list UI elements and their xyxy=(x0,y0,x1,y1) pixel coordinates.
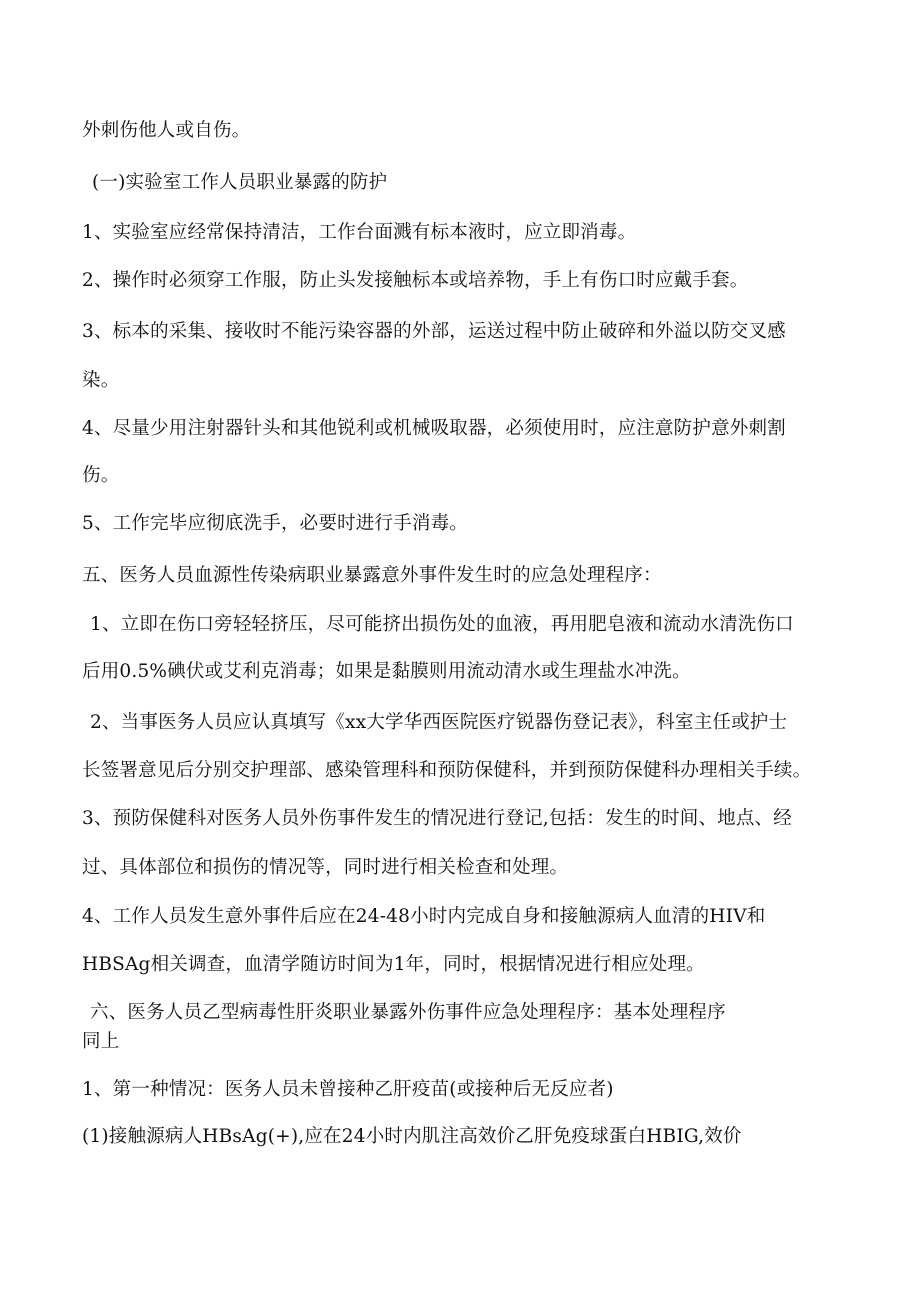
text-line: 4、尽量少用注射器针头和其他锐利或机械吸取器，必须使用时，应注意防护意外刺割 xyxy=(82,418,786,439)
text-line: 过、具体部位和损伤的情况等，同时进行相关检查和处理。 xyxy=(82,857,569,878)
section-heading: 六、医务人员乙型病毒性肝炎职业暴露外伤事件应急处理程序：基本处理程序 xyxy=(90,1002,726,1023)
section-heading: (一)实验室工作人员职业暴露的防护 xyxy=(92,172,388,193)
text-line: HBSAg相关调查，血清学随访时间为1年，同时，根据情况进行相应处理。 xyxy=(82,954,705,975)
section-heading: 五、医务人员血源性传染病职业暴露意外事件发生时的应急处理程序： xyxy=(82,565,662,586)
text-line: 1、实验室应经常保持清洁，工作台面溅有标本液时，应立即消毒。 xyxy=(82,222,637,243)
text-line: 1、立即在伤口旁轻轻挤压，尽可能挤出损伤处的血液，再用肥皂液和流动水清洗伤口 xyxy=(90,614,794,635)
text-line: 长签署意见后分别交护理部、感染管理科和预防保健科，并到预防保健科办理相关手续。 xyxy=(82,760,812,781)
text-line: 后用0.5%碘伏或艾利克消毒；如果是黏膜则用流动清水或生理盐水冲洗。 xyxy=(82,661,691,682)
text-line: 外刺伤他人或自伤。 xyxy=(82,120,251,141)
text-line: 5、工作完毕应彻底洗手，必要时进行手消毒。 xyxy=(82,513,468,534)
text-line: 3、预防保健科对医务人员外伤事件发生的情况进行登记,包括：发生的时间、地点、经 xyxy=(82,808,792,829)
text-line: 染。 xyxy=(82,370,120,391)
text-line: 伤。 xyxy=(82,465,120,486)
text-line: 2、操作时必须穿工作服，防止头发接触标本或培养物，手上有伤口时应戴手套。 xyxy=(82,270,749,291)
text-line: 同上 xyxy=(82,1031,120,1052)
text-line: 2、当事医务人员应认真填写《xx大学华西医院医疗锐器伤登记表》，科室主任或护士 xyxy=(90,712,788,733)
text-line: 4、工作人员发生意外事件后应在24-48小时内完成自身和接触源病人血清的HIV和 xyxy=(82,906,766,927)
text-line: 3、标本的采集、接收时不能污染容器的外部，运送过程中防止破碎和外溢以防交叉感 xyxy=(82,321,786,342)
text-line: 1、第一种情况：医务人员未曾接种乙肝疫苗(或接种后无反应者) xyxy=(82,1079,614,1100)
text-line: (1)接触源病人HBsAg(+),应在24小时内肌注高效价乙肝免疫球蛋白HBIG,效价 xyxy=(82,1126,742,1147)
